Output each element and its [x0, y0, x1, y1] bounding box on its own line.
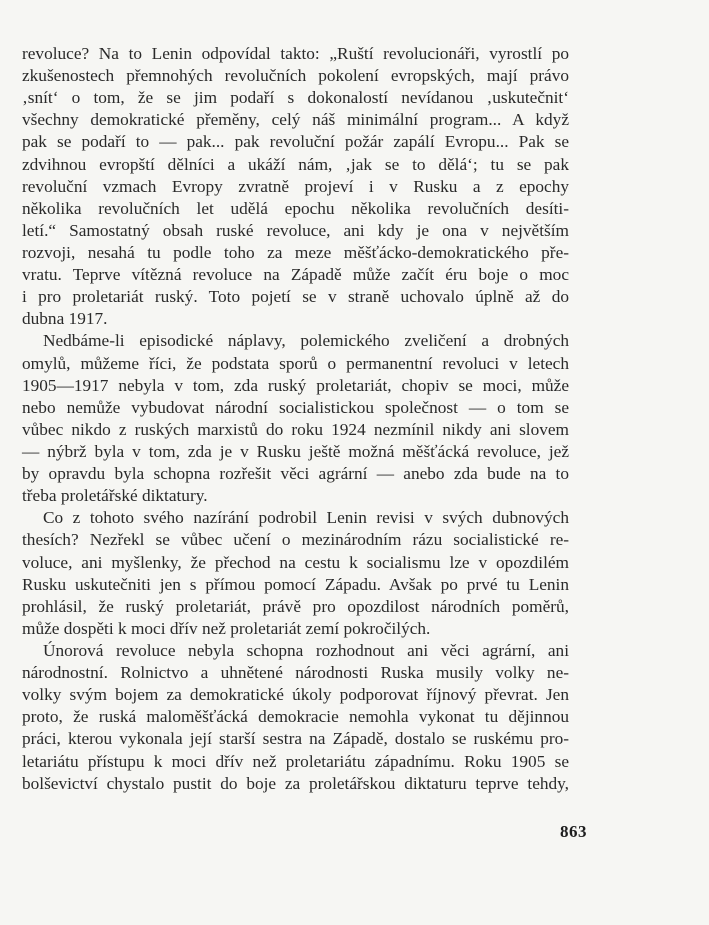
- text-line: i pro proletariát ruský. Toto pojetí se v straně uchovalo úplně až do: [22, 287, 569, 307]
- text-line: dubna 1917.: [22, 309, 108, 329]
- text-line: letariátu přístupu k moci dřív než proletariátu západnímu. Roku 1905 se: [22, 751, 569, 771]
- text-line: bolševictví chystalo pustit do boje za proletářskou diktaturu teprve tehdy,: [22, 773, 569, 793]
- text-line: Co z tohoto svého nazírání podrobil Lenin revisi v svých dubnových: [43, 508, 569, 528]
- text-line: všechny demokratické přeměny, celý náš minimální program... A když: [22, 110, 569, 130]
- text-line: prohlásil, že ruský proletariát, právě pro opozdilost národních poměrů,: [22, 596, 569, 616]
- text-line: thesích? Nezřekl se vůbec učení o mezinárodním rázu socialistické re-: [22, 530, 569, 550]
- text-line: rozvoji, nesahá tu podle toho za meze měšťácko-demokratického pře-: [22, 242, 569, 262]
- text-line: práci, kterou vykonala její starší sestra na Západě, dostalo se ruskému pro-: [22, 729, 569, 749]
- text-line: Nedbáme-li episodické náplavy, polemického zveličení a drobných: [43, 331, 569, 351]
- text-line: letí.“ Samostatný obsah ruské revoluce, ani kdy je ona v největším: [22, 220, 569, 240]
- text-line: by opravdu byla schopna rozřešit věci agrární — anebo zda bude na to: [22, 464, 569, 484]
- text-line: vratu. Teprve vítězná revoluce na Západě může začít éru boje o moc: [22, 265, 569, 285]
- text-line: voluce, ani myšlenky, že přechod na cestu k socialismu lze v opozdilém: [22, 552, 569, 572]
- text-line: pak se podaří to — pak... pak revoluční požár zapálí Evropu... Pak se: [22, 132, 569, 152]
- text-line: Rusku uskutečniti jen s přímou pomocí Západu. Avšak po prvé tu Lenin: [22, 574, 569, 594]
- text-line: Únorová revoluce nebyla schopna rozhodnout ani věci agrární, ani: [43, 640, 569, 660]
- text-line: může dospěti k moci dřív než proletariát zemí pokročilých.: [22, 618, 431, 638]
- text-line: vůbec nikdo z ruských marxistů do roku 1924 nezmínil nikdy ani slovem: [22, 419, 569, 439]
- text-line: nebo nemůže vybudovat národní socialistickou společnost — o tom se: [22, 397, 569, 417]
- text-line: 1905—1917 nebyla v tom, zda ruský proletariát, chopiv se moci, může: [22, 375, 569, 395]
- body-text: [22, 43, 569, 795]
- text-line: zkušenostech přemnohých revolučních pokolení evropských, mají právo: [22, 66, 569, 86]
- text-line: — nýbrž byla v tom, zda je v Rusku ještě možná měšťácká revoluce, jež: [22, 441, 569, 461]
- text-line: volky svým bojem za demokratické úkoly podporovat říjnový převrat. Jen: [22, 685, 569, 705]
- page-number: 863: [560, 822, 587, 841]
- text-line: omylů, můžeme říci, že podstata sporů o permanentní revoluci v letech: [22, 353, 569, 373]
- text-line: revoluce? Na to Lenin odpovídal takto: „Ruští revolucionáři, vyrostlí po: [22, 44, 569, 63]
- text-line: proto, že ruská maloměšťácká demokracie nemohla vykonat tu dějinnou: [22, 707, 569, 727]
- text-line: národnostní. Rolnictvo a uhnětené národnosti Ruska musily volky ne-: [22, 663, 569, 683]
- text-line: ‚snít‘ o tom, že se jim podaří s dokonalostí nevídanou ‚uskutečnit‘: [22, 88, 569, 108]
- text-line: zdvihnou evropští dělníci a ukáží nám, ‚jak se to dělá‘; tu se pak: [22, 154, 569, 174]
- text-line: několika revolučních let udělá epochu několika revolučních desíti-: [22, 198, 569, 218]
- text-line: třeba proletářské diktatury.: [22, 486, 208, 506]
- text-line: revoluční vzmach Evropy zvratně projeví i v Rusku a z epochy: [22, 176, 569, 196]
